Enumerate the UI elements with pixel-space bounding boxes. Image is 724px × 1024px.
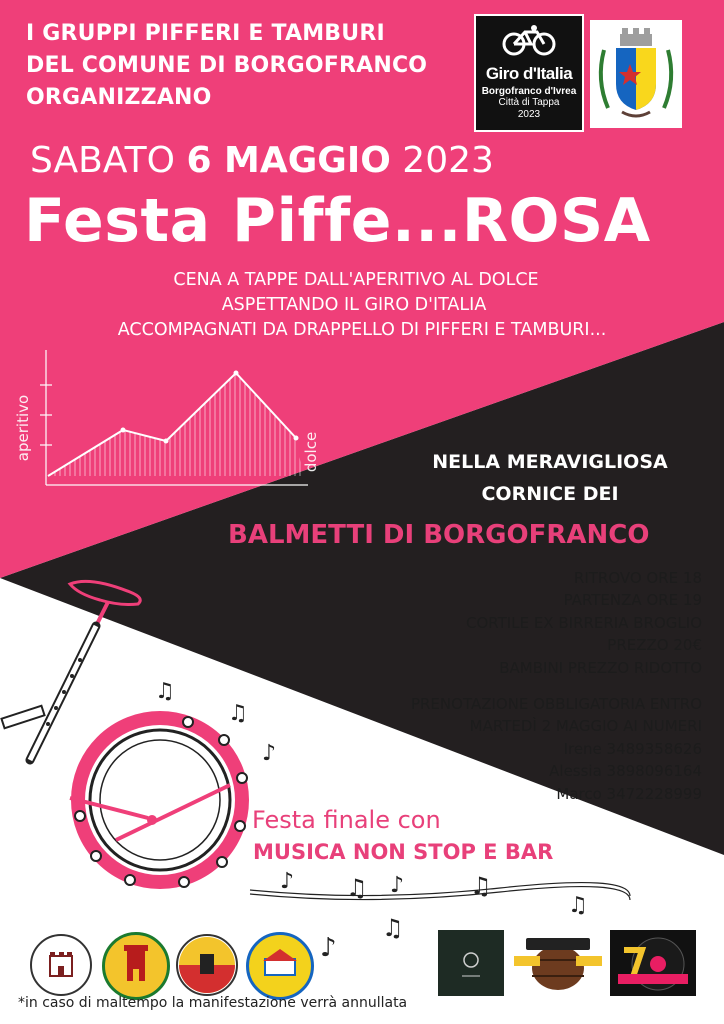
giro-line-2: Città di Tappa xyxy=(498,97,560,108)
vinyl-record-icon xyxy=(610,930,696,996)
logo-pifferi-baio-dora xyxy=(30,934,92,996)
svg-text:♪: ♪ xyxy=(320,933,337,963)
giro-line-3: 2023 xyxy=(517,109,541,120)
date-bold: 6 MAGGIO xyxy=(186,140,391,181)
event-title: Festa Piffe...ROSA xyxy=(24,186,651,256)
svg-text:♪: ♪ xyxy=(280,869,295,894)
organizers-line-1: I GRUPPI PIFFERI E TAMBURI xyxy=(26,21,385,46)
subtitle-line-3: ACCOMPAGNATI DA DRAPPELLO DI PIFFERI E TAMBURI... xyxy=(117,320,607,340)
subtitle-line-1: CENA A TAPPE DALL'APERITIVO AL DOLCE xyxy=(173,270,539,290)
svg-text:♪: ♪ xyxy=(262,741,277,766)
location-intro xyxy=(400,446,700,510)
svg-text:♫: ♫ xyxy=(155,679,175,704)
event-details xyxy=(411,567,702,805)
svg-text:♫: ♫ xyxy=(228,701,248,726)
castle-icon xyxy=(32,936,90,994)
logo-mlg xyxy=(438,930,504,996)
date-prefix: SABATO xyxy=(30,140,176,181)
logo-pifferi-dal-borgo xyxy=(102,932,170,1000)
giro-italia-badge xyxy=(474,14,584,132)
booking-line-1: PRENOTAZIONE OBBLIGATORIA ENTRO xyxy=(410,695,702,714)
chart-label-aperitivo: aperitivo xyxy=(14,394,32,462)
svg-text:♫: ♫ xyxy=(382,914,404,942)
bicycle-icon xyxy=(501,24,557,56)
logo-70-sbarrato xyxy=(610,930,696,996)
svg-text:♫: ♫ xyxy=(470,872,492,900)
location-line-1: NELLA MERAVIGLIOSA xyxy=(432,451,668,473)
svg-text:♫: ♫ xyxy=(568,893,588,918)
logo-pifferi-olmetto xyxy=(246,932,314,1000)
detail-partenza: PARTENZA ORE 19 xyxy=(563,591,702,610)
detail-bambini: BAMBINI PREZZO RIDOTTO xyxy=(499,658,702,677)
farinel-barrel-icon xyxy=(512,932,604,994)
detail-prezzo: PREZZO 20€ xyxy=(607,636,702,655)
logo-pifferi-casone xyxy=(176,934,238,996)
contact-irene: Irene 3489358626 xyxy=(563,739,702,758)
chart-label-dolce: dolce xyxy=(302,431,320,473)
contact-marco: Marco 3472228999 xyxy=(556,784,702,803)
subtitle-line-2: ASPETTANDO IL GIRO D'ITALIA xyxy=(221,295,487,315)
logo-farinel xyxy=(512,932,604,994)
venue-name: BALMETTI DI BORGOFRANCO xyxy=(228,520,650,550)
detail-cortile: CORTILE EX BIRRERIA BROGLIO xyxy=(466,613,702,632)
organizers-line-2: DEL COMUNE DI BORGOFRANCO xyxy=(26,53,428,78)
casone-emblem-icon xyxy=(178,936,236,994)
organizers-line-3: ORGANIZZANO xyxy=(26,85,212,110)
svg-text:♪: ♪ xyxy=(390,873,405,898)
event-subtitle xyxy=(0,268,724,343)
detail-ritrovo: RITROVO ORE 18 xyxy=(573,569,702,587)
giro-line-1: Borgofranco d'Ivrea xyxy=(481,86,577,97)
finale-line-2: MUSICA NON STOP E BAR xyxy=(253,840,554,864)
date-year: 2023 xyxy=(402,140,494,181)
tower-icon xyxy=(105,935,167,997)
crest-icon xyxy=(590,20,682,128)
organizers-heading xyxy=(26,18,427,114)
finale-line-1: Festa finale con xyxy=(252,806,441,834)
location-line-2: CORNICE DEI xyxy=(481,483,619,505)
municipal-crest xyxy=(590,20,682,128)
contact-alessia: Alessia 3898096164 xyxy=(549,762,702,781)
mlg-emblem-icon xyxy=(438,930,504,996)
event-date xyxy=(30,140,494,181)
booking-line-2: MARTEDÌ 2 MAGGIO AI NUMERI xyxy=(469,717,702,736)
footer-note: *in caso di maltempo la manifestazione verrà annullata xyxy=(18,995,408,1011)
stage-profile-graphic xyxy=(14,340,328,500)
svg-text:♫: ♫ xyxy=(346,874,368,902)
village-icon xyxy=(249,935,311,997)
giro-name: Giro d'Italia xyxy=(485,64,573,83)
